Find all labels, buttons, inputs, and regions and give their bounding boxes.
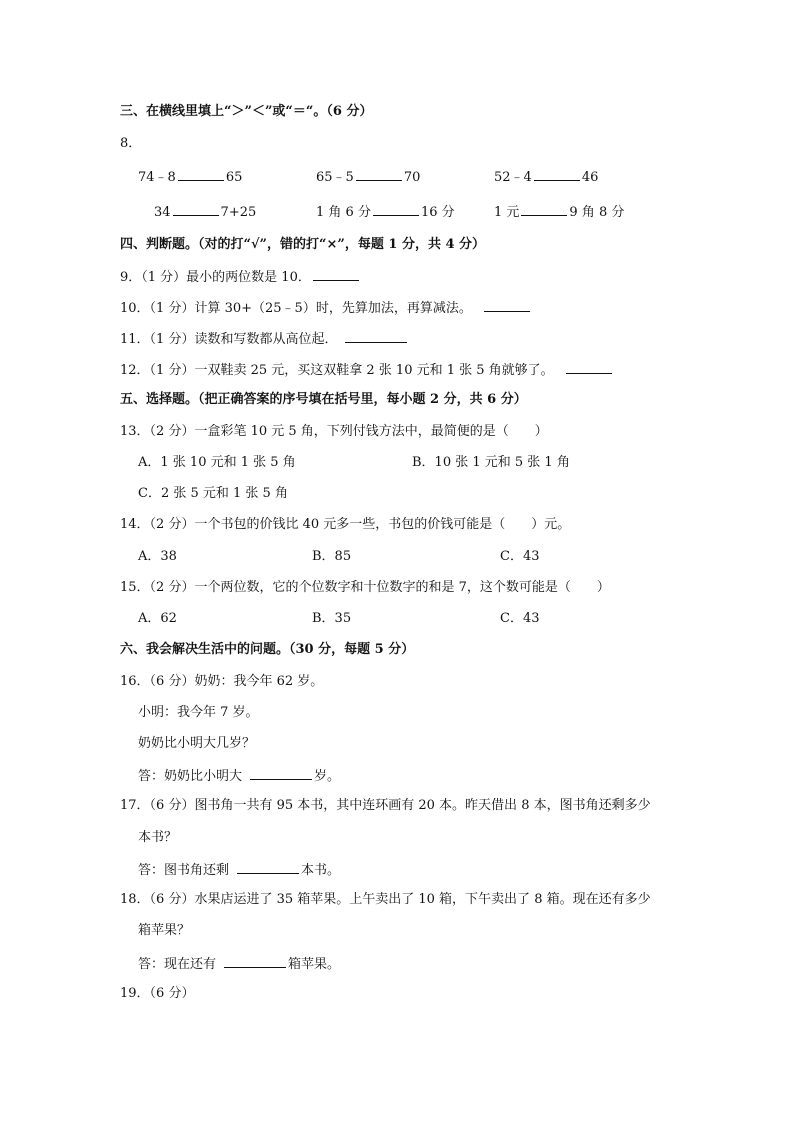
question-14: 14．（2 分）一个书包的价钱比 40 元多一些，书包的价钱可能是（ ）元。 bbox=[120, 517, 571, 532]
q14-option-c[interactable]: C．43 bbox=[500, 549, 540, 564]
question-17: 17．（6 分）图书角一共有 95 本书，其中连环画有 20 本。昨天借出 8 本，图书角还剩多少 bbox=[120, 798, 651, 813]
question-10: 10．（1 分）计算 30+（25﹣5）时，先算加法，再算减法。 bbox=[120, 299, 532, 317]
q16-line-2: 小明：我今年 7 岁。 bbox=[138, 705, 259, 720]
q15-option-b[interactable]: B．35 bbox=[312, 611, 352, 626]
q15-option-a[interactable]: A．62 bbox=[138, 611, 177, 626]
q13-option-c[interactable]: C．2 张 5 元和 1 张 5 角 bbox=[138, 486, 288, 501]
q18-answer: 答：现在还有 箱苹果。 bbox=[138, 957, 341, 972]
question-19: 19．（6 分） bbox=[120, 986, 195, 1001]
section-3-title: 三、在横线里填上“＞”＜”或“＝“。（6 分） bbox=[120, 104, 373, 119]
question-15: 15．（2 分）一个两位数，它的个位数字和十位数字的和是 7，这个数可能是（ ） bbox=[120, 580, 610, 595]
compare-item-3: 52﹣4 46 bbox=[494, 170, 599, 185]
compare-item-4: 34 7+25 bbox=[154, 205, 257, 220]
q13-option-a[interactable]: A．1 张 10 元和 1 张 5 角 bbox=[138, 455, 296, 470]
compare-item-6: 1 元 9 角 8 分 bbox=[494, 205, 625, 220]
question-13: 13．（2 分）一盒彩笔 10 元 5 角，下列付钱方法中，最简便的是（ ） bbox=[120, 424, 548, 439]
q18-line-2: 箱苹果？ bbox=[138, 923, 191, 938]
q17-answer: 答：图书角还剩 本书。 bbox=[138, 863, 341, 878]
answer-blank[interactable] bbox=[250, 767, 312, 780]
q14-option-a[interactable]: A．38 bbox=[138, 549, 177, 564]
answer-blank[interactable] bbox=[566, 361, 612, 374]
q14-option-b[interactable]: B．85 bbox=[312, 549, 352, 564]
answer-blank[interactable] bbox=[534, 168, 580, 181]
question-11: 11．（1 分）读数和写数都从高位起． bbox=[120, 330, 409, 348]
answer-blank[interactable] bbox=[173, 203, 219, 216]
q16-line-3: 奶奶比小明大几岁？ bbox=[138, 736, 256, 751]
answer-blank[interactable] bbox=[224, 955, 286, 968]
answer-blank[interactable] bbox=[521, 203, 567, 216]
q13-option-b[interactable]: B．10 张 1 元和 5 张 1 角 bbox=[412, 455, 570, 470]
question-12: 12．（1 分）一双鞋卖 25 元，买这双鞋拿 2 张 10 元和 1 张 5 角就够了。 bbox=[120, 361, 614, 379]
answer-blank[interactable] bbox=[484, 299, 530, 312]
answer-blank[interactable] bbox=[373, 203, 419, 216]
section-4-title: 四、判断题。（对的打“√”，错的打“×”，每题 1 分，共 4 分） bbox=[120, 237, 486, 252]
q15-option-c[interactable]: C．43 bbox=[500, 611, 540, 626]
q8-number: 8． bbox=[120, 136, 142, 151]
compare-item-1: 74﹣8 65 bbox=[138, 170, 243, 185]
question-16: 16．（6 分）奶奶：我今年 62 岁。 bbox=[120, 674, 324, 689]
compare-item-5: 1 角 6 分 16 分 bbox=[316, 205, 455, 220]
question-9: 9．（1 分）最小的两位数是 10． bbox=[120, 268, 361, 286]
compare-item-2: 65﹣5 70 bbox=[316, 170, 421, 185]
answer-blank[interactable] bbox=[356, 168, 402, 181]
answer-blank[interactable] bbox=[313, 268, 359, 281]
question-18: 18．（6 分）水果店运进了 35 箱苹果。上午卖出了 10 箱，下午卖出了 8 箱。现在还有多少 bbox=[120, 892, 651, 907]
answer-blank[interactable] bbox=[178, 168, 224, 181]
answer-blank[interactable] bbox=[345, 330, 407, 343]
q17-line-2: 本书？ bbox=[138, 830, 178, 845]
answer-blank[interactable] bbox=[237, 861, 299, 874]
section-6-title: 六、我会解决生活中的问题。（30 分，每题 5 分） bbox=[120, 642, 415, 657]
section-5-title: 五、选择题。（把正确答案的序号填在括号里，每小题 2 分，共 6 分） bbox=[120, 392, 527, 407]
q16-answer: 答：奶奶比小明大 岁。 bbox=[138, 769, 341, 784]
